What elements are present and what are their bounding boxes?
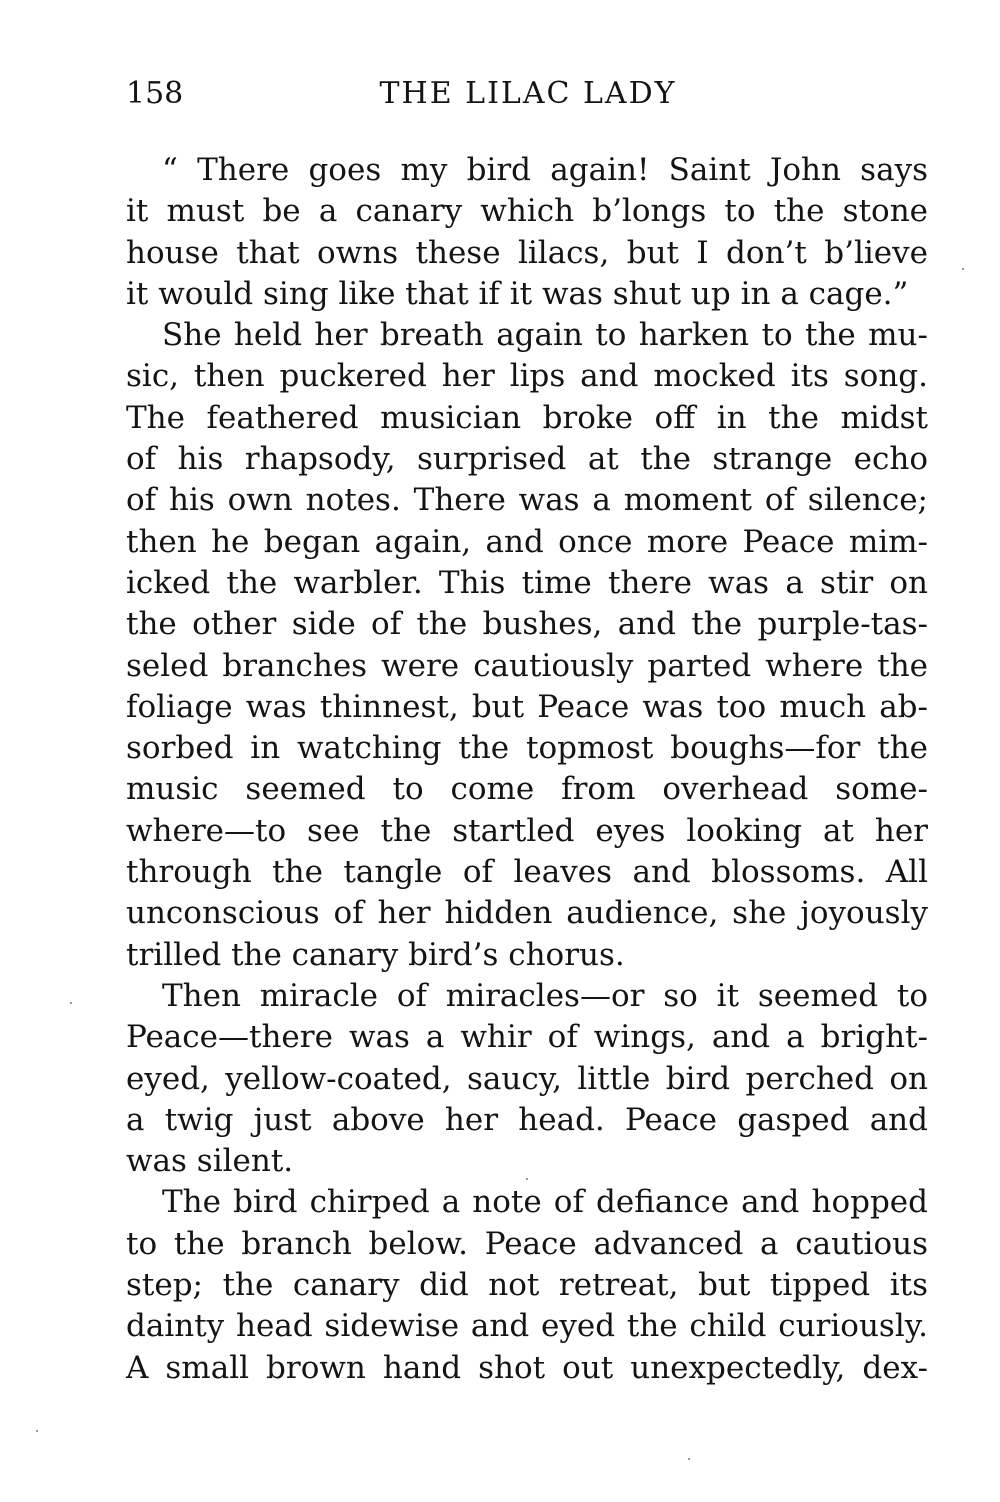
text-line: She held her breath again to harken to the mu- <box>162 317 928 354</box>
text-line: The feathered musician broke off in the midst <box>126 399 928 436</box>
text-line: Peace—there was a whir of wings, and a bright- <box>126 1019 928 1056</box>
paper-speck <box>688 1458 690 1460</box>
paper-speck <box>526 1178 528 1180</box>
body-text <box>126 150 928 1389</box>
text-line: “ There goes my bird again! Saint John says <box>162 152 928 188</box>
running-title: THE LILAC LADY <box>379 76 677 111</box>
text-line: then he began again, and once more Peace mim- <box>126 523 928 560</box>
text-line: a twig just above her head. Peace gasped and <box>126 1101 928 1138</box>
paper-speck <box>70 1002 72 1004</box>
paper-speck <box>36 1430 38 1432</box>
text-line: of his rhapsody, surprised at the strange echo <box>126 441 928 478</box>
text-line: was silent. <box>126 1143 294 1180</box>
text-line: house that owns these lilacs, but I don’t b’lieve <box>126 234 928 271</box>
text-line: of his own notes. There was a moment of silence; <box>126 482 928 519</box>
text-line: sorbed in watching the topmost boughs—for the <box>126 730 928 767</box>
text-line: icked the warbler. This time there was a stir on <box>126 564 928 601</box>
text-line: where—to see the startled eyes looking at her <box>126 812 928 849</box>
paragraph-2 <box>126 315 928 976</box>
text-line: unconscious of her hidden audience, she joyously <box>126 895 928 932</box>
text-line: the other side of the bushes, and the purple-tas- <box>126 606 928 643</box>
text-line: A small brown hand shot out unexpectedly, dex- <box>126 1349 928 1386</box>
text-line: foliage was thinnest, but Peace was too much ab- <box>126 688 928 725</box>
page-number: 158 <box>126 76 184 111</box>
paragraph-1 <box>126 150 928 315</box>
text-line: it must be a canary which b’longs to the stone <box>126 193 928 230</box>
text-line: eyed, yellow-coated, saucy, little bird perched on <box>126 1060 928 1097</box>
paragraph-4 <box>126 1182 928 1388</box>
text-line: step; the canary did not retreat, but tipped its <box>126 1267 928 1304</box>
text-line: to the branch below. Peace advanced a cautious <box>126 1225 928 1262</box>
text-line: dainty head sidewise and eyed the child curiously. <box>126 1308 928 1345</box>
text-line: music seemed to come from overhead some- <box>126 771 928 808</box>
text-line: Then miracle of miracles—or so it seemed to <box>162 977 928 1014</box>
paragraph-3 <box>126 976 928 1182</box>
text-line: it would sing like that if it was shut up in a cage.” <box>126 275 909 312</box>
text-line: The bird chirped a note of defiance and hopped <box>162 1184 928 1221</box>
page-header <box>126 74 930 114</box>
paper-speck <box>962 268 964 270</box>
text-line: trilled the canary bird’s chorus. <box>126 936 625 973</box>
text-line: seled branches were cautiously parted where the <box>126 647 928 684</box>
text-line: sic, then puckered her lips and mocked its song. <box>126 358 928 395</box>
text-line: through the tangle of leaves and blossoms. All <box>126 854 928 891</box>
